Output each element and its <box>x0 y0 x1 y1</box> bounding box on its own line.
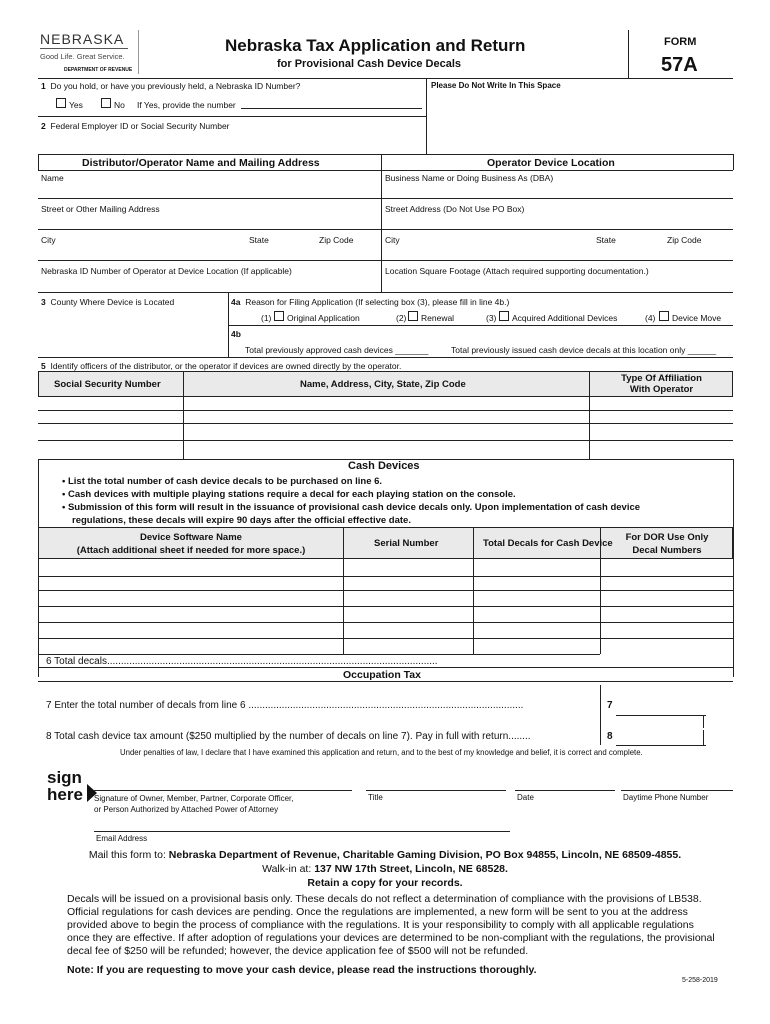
mailing-street-field[interactable]: Street or Other Mailing Address <box>41 204 160 214</box>
opt2-label: Renewal <box>421 313 455 323</box>
occupation-heading: Occupation Tax <box>343 669 421 681</box>
cash-devices-heading: Cash Devices <box>348 460 420 472</box>
location-zip-field[interactable]: Zip Code <box>667 235 702 245</box>
date-caption: Date <box>517 793 534 802</box>
col-total: Total Decals for Cash Device <box>483 538 613 549</box>
opt4-checkbox[interactable] <box>659 311 669 321</box>
sign-label: sign <box>47 768 82 787</box>
col-software: Device Software Name (Attach additional sheet if needed for more space.) <box>76 532 306 556</box>
col-name: Name, Address, City, State, Zip Code <box>300 379 466 390</box>
logo-name: NEBRASKA <box>40 31 125 47</box>
signature-field[interactable] <box>94 790 352 791</box>
line4b-num: 4b <box>231 329 241 339</box>
opt3-label: Acquired Additional Devices <box>512 313 618 323</box>
phone-caption: Daytime Phone Number <box>623 793 709 802</box>
form-label: FORM <box>664 36 697 48</box>
line7-label: 7 Enter the total number of decals from line 6 ................................................................................................... <box>46 700 524 711</box>
location-state-field[interactable]: State <box>596 235 616 245</box>
device-row[interactable] <box>38 590 733 591</box>
mailing-zip-field[interactable]: Zip Code <box>319 235 354 245</box>
line2-label: 2 Federal Employer ID or Social Security Number <box>41 121 230 131</box>
business-name-field[interactable]: Business Name or Doing Business As (DBA) <box>385 173 554 183</box>
opt2-checkbox[interactable] <box>408 311 418 321</box>
device-row[interactable] <box>38 576 733 577</box>
logo-dept: DEPARTMENT OF REVENUE <box>64 67 133 73</box>
line4b-issued-field[interactable]: Total previously issued cash device decals at this location only ______ <box>451 345 717 355</box>
col-ssn: Social Security Number <box>54 379 161 390</box>
officers-row[interactable] <box>38 423 733 424</box>
col-serial: Serial Number <box>374 538 439 549</box>
device-row[interactable] <box>38 638 733 639</box>
no-write-note: Please Do Not Write In This Space <box>431 81 561 90</box>
opt3-checkbox[interactable] <box>499 311 509 321</box>
opt2-num: (2) <box>396 313 407 323</box>
opt1-checkbox[interactable] <box>274 311 284 321</box>
line1-provide-label: If Yes, provide the number <box>137 100 236 110</box>
line6-label: 6 Total decals....................................................................................................................... <box>46 656 438 667</box>
line7-field[interactable] <box>616 693 706 715</box>
form-subtitle: for Provisional Cash Device Decals <box>277 58 462 70</box>
logo <box>38 30 134 76</box>
line1-yes-label: Yes <box>69 100 83 110</box>
location-city-field[interactable]: City <box>385 235 400 245</box>
device-row[interactable] <box>38 606 733 607</box>
email-field[interactable] <box>94 831 510 832</box>
date-field[interactable] <box>515 790 615 791</box>
retain-line: Retain a copy for your records. <box>307 877 463 889</box>
line3-county-field[interactable]: 3 County Where Device is Located <box>41 297 175 307</box>
line1-question: 1 Do you hold, or have you previously held, a Nebraska ID Number? <box>41 81 301 91</box>
opt4-label: Device Move <box>672 313 722 323</box>
mailing-city-field[interactable]: City <box>41 235 56 245</box>
line1-number-field[interactable] <box>241 108 422 109</box>
line1-no-label: No <box>114 100 125 110</box>
move-note: Note: If you are requesting to move your cash device, please read the instructions thoroughly. <box>67 964 537 976</box>
distributor-heading: Distributor/Operator Name and Mailing Address <box>82 157 320 169</box>
line4b-approved-field[interactable]: Total previously approved cash devices _______ <box>245 345 429 355</box>
email-caption: Email Address <box>96 834 148 843</box>
line1-no-checkbox[interactable] <box>101 98 111 108</box>
name-field[interactable]: Name <box>41 173 64 183</box>
form-title: Nebraska Tax Application and Return <box>225 36 526 55</box>
square-footage-field[interactable]: Location Square Footage (Attach required supporting documentation.) <box>385 266 649 276</box>
ne-id-field[interactable]: Nebraska ID Number of Operator at Device Location (If applicable) <box>41 266 292 276</box>
opt1-num: (1) <box>261 313 272 323</box>
form-number: 57A <box>661 54 698 76</box>
cash-devices-instructions: • List the total number of cash device decals to be purchased on line 6. • Cash devices with multiple playing stations require a decal for each playing station on the console. • Submission of this form will result in the issuance of provisional cash device decals only. Upon implementation of cash device regulations, these decals will expire 90 days after the official effective date. <box>62 476 641 526</box>
location-heading: Operator Device Location <box>487 157 615 169</box>
title-caption: Title <box>368 793 383 802</box>
mail-line: Mail this form to: Nebraska Department of Revenue, Charitable Gaming Division, PO Box 94855, Lincoln, NE 68509-4855. <box>88 849 682 861</box>
opt1-label: Original Application <box>287 313 360 323</box>
phone-field[interactable] <box>621 790 733 791</box>
officers-row[interactable] <box>38 410 733 411</box>
mailing-state-field[interactable]: State <box>249 235 269 245</box>
col-dor: For DOR Use Only Decal Numbers <box>625 532 709 556</box>
signature-caption: Signature of Owner, Member, Partner, Corporate Officer, or Person Authorized by Attached Power of Attorney <box>94 794 294 814</box>
line7-num: 7 <box>607 700 613 711</box>
opt3-num: (3) <box>486 313 497 323</box>
form-code: 5-258-2019 <box>682 977 718 984</box>
provisional-notice: Decals will be issued on a provisional basis only. These decals do not reflect a determination of compliance with the provisions of LB538. Official regulations for cash devices are pending. Once the regulations are implemented, a new form will be sent to you at the address provided above to begin the process of compliance with the regulations. It is your responsibility to comply with all applicable regulations once they are effective. If after adoption of regulations your devices are determined to be non-compliant with the regulations, the provisional decal fee of $250 will be refunded; however, the device application fee of $500 will not be refunded. <box>67 893 715 957</box>
line8-field[interactable] <box>616 724 706 745</box>
here-label: here <box>47 785 83 804</box>
opt4-num: (4) <box>645 313 656 323</box>
officers-row[interactable] <box>38 440 733 441</box>
line8-num: 8 <box>607 731 613 742</box>
line4a-label: 4a Reason for Filing Application (If selecting box (3), please fill in line 4b.) <box>231 297 510 307</box>
logo-tagline: Good Life. Great Service. <box>40 52 125 61</box>
location-street-field[interactable]: Street Address (Do Not Use PO Box) <box>385 204 525 214</box>
walkin-line: Walk-in at: 137 NW 17th Street, Lincoln, NE 68528. <box>262 863 508 875</box>
line8-label: 8 Total cash device tax amount ($250 multiplied by the number of decals on line 7). Pay in full with return........ <box>46 731 531 742</box>
col-type: Type Of Affiliation With Operator <box>621 373 702 395</box>
device-row[interactable] <box>38 622 733 623</box>
title-field[interactable] <box>366 790 506 791</box>
line6-field[interactable] <box>473 654 600 667</box>
line1-yes-checkbox[interactable] <box>56 98 66 108</box>
line5-label: 5 Identify officers of the distributor, or the operator if devices are owned directly by the operator. <box>41 361 402 371</box>
penalty-statement: Under penalties of law, I declare that I have examined this application and return, and to the best of my knowledge and belief, it is correct and complete. <box>120 748 643 757</box>
